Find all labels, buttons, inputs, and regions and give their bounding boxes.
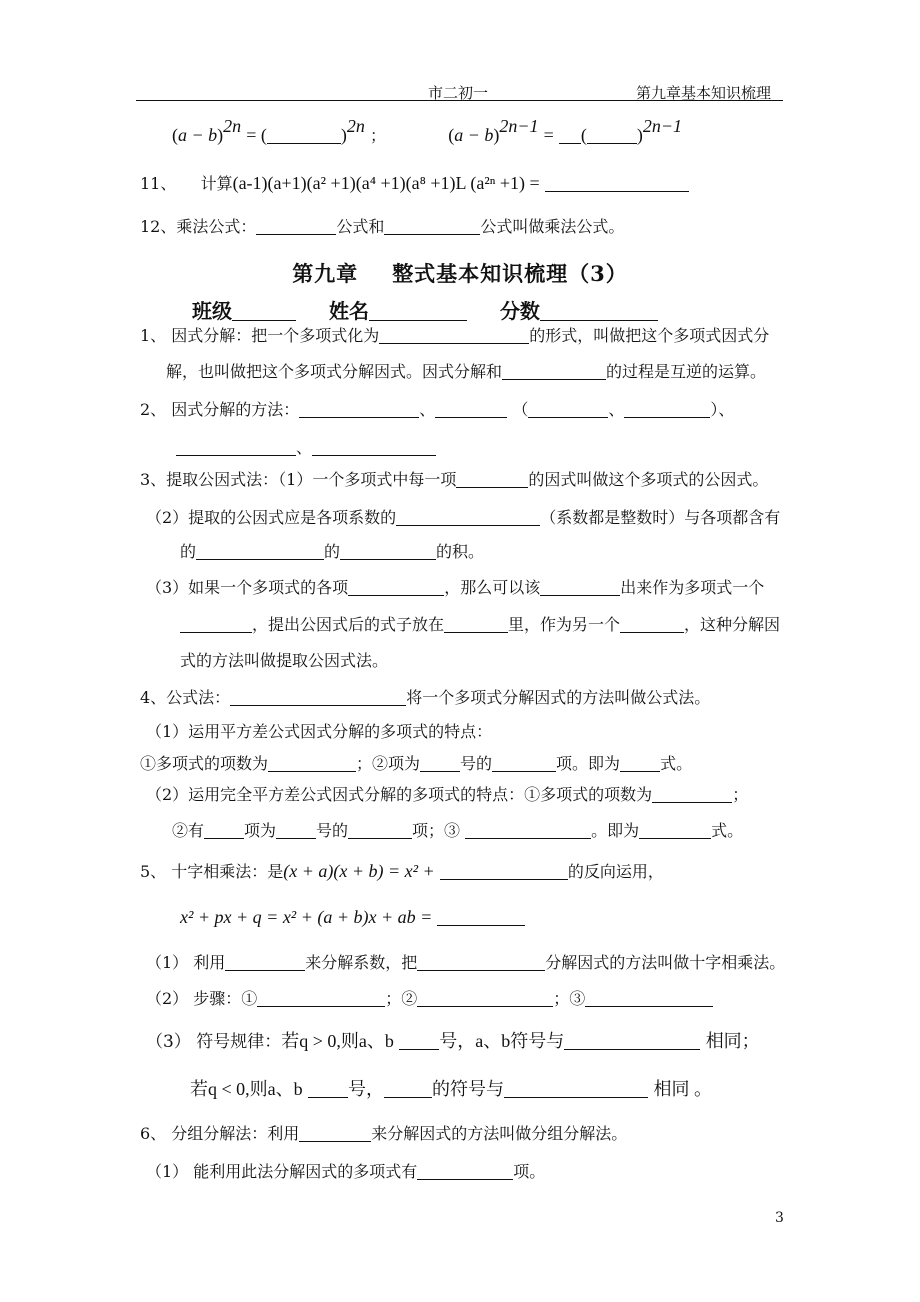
s4-text-3a: ①多项式的项数为 — [140, 754, 269, 773]
s4-blank-1[interactable] — [230, 689, 406, 706]
q11-prefix: 计算 — [200, 174, 233, 193]
s5-text-4c: ；③ — [553, 989, 586, 1008]
s4-text-5c: 号的 — [316, 821, 349, 840]
s3-line-4 — [146, 577, 764, 599]
q11-answer-blank[interactable] — [545, 175, 689, 192]
s4-text-5e: 。即为 — [591, 821, 640, 840]
s2-sep-2: 、 — [608, 400, 625, 419]
s1-blank-1[interactable] — [379, 327, 529, 344]
name-label: 姓名 — [328, 299, 369, 323]
score-blank[interactable] — [540, 302, 658, 321]
s3-text-5b: 里，作为另一个 — [508, 615, 621, 634]
q12-text-b: 公式和 — [336, 217, 385, 236]
student-fields — [192, 295, 684, 324]
s2-blank-6[interactable] — [312, 439, 436, 456]
q11-expression: (a-1)(a+1)(a² +1)(a⁴ +1)(a⁸ +1)L (a²ⁿ +1) = — [232, 173, 540, 193]
s3-text-4b: ，那么可以该 — [444, 578, 541, 597]
s4-line-4 — [146, 784, 748, 806]
s4-text-5d: 项；③ — [412, 821, 461, 840]
s6-text-2b: 项。 — [513, 1162, 546, 1181]
s4-line-5 — [172, 820, 743, 842]
s6-text-2a: （1） 能利用此法分解因式的多项式有 — [146, 1162, 418, 1181]
s5-blank-12[interactable] — [504, 1081, 648, 1098]
s6-line-1 — [140, 1123, 627, 1145]
s3-blank-6[interactable] — [540, 579, 620, 596]
s5-blank-7[interactable] — [585, 990, 713, 1007]
s4-blank-8[interactable] — [276, 822, 316, 839]
formula-1-lhs: a − b — [178, 125, 218, 145]
s3-blank-7[interactable] — [180, 616, 252, 633]
s3-line-5 — [180, 614, 780, 636]
s3-line-1 — [140, 469, 768, 491]
s5-blank-10[interactable] — [308, 1081, 348, 1098]
s4-line-3 — [140, 753, 692, 775]
s5-line-6 — [190, 1078, 712, 1101]
s2-sep-3: 、 — [296, 438, 313, 457]
s3-blank-1[interactable] — [456, 471, 528, 488]
s3-blank-9[interactable] — [620, 616, 684, 633]
s2-line-2 — [176, 437, 436, 459]
class-label: 班级 — [192, 299, 232, 323]
s4-blank-9[interactable] — [348, 822, 412, 839]
s2-paren-open: （ — [512, 400, 529, 419]
s2-blank-2[interactable] — [435, 401, 507, 418]
s5-text-5d: 相同； — [705, 1031, 760, 1051]
s5-blank-11[interactable] — [384, 1081, 432, 1098]
s3-text-1b: 的因式叫做这个多项式的公因式。 — [528, 470, 769, 489]
s5-text-5a: （3） 符号规律： — [146, 1032, 282, 1052]
formula-2-exp: 2n−1 — [499, 116, 539, 136]
s5-text-6b: 号， — [348, 1079, 385, 1099]
s4-blank-4[interactable] — [492, 755, 556, 772]
s4-text-1a: 4、公式法： — [140, 688, 231, 707]
s5-text-6d: 相同 。 — [653, 1079, 712, 1099]
s3-text-2a: （2）提取的公因式应是各项系数的 — [146, 508, 397, 527]
s3-line-3 — [180, 541, 484, 563]
page-number: 3 — [775, 1210, 784, 1226]
name-blank[interactable] — [369, 302, 467, 321]
s5-text-6c: 的符号与 — [432, 1079, 505, 1099]
s3-text-1a: 3、提取公因式法：（1）一个多项式中每一项 — [140, 470, 457, 489]
s3-blank-4[interactable] — [340, 543, 436, 560]
s5-blank-3[interactable] — [225, 954, 305, 971]
question-12 — [140, 216, 624, 238]
s4-text-3c: 号的 — [460, 754, 493, 773]
s5-text-1a: 5、 十字相乘法：是 — [140, 862, 284, 881]
s4-blank-11[interactable] — [639, 822, 711, 839]
s4-blank-3[interactable] — [420, 755, 460, 772]
s4-blank-10[interactable] — [465, 822, 591, 839]
s4-text-4b: ； — [732, 785, 749, 804]
formula-row: $(a - b)^{2n}$ = ( )$^{2n}$ ； $(a - b)^{2n-1}$ = ( )$^{2n-1}$ — [172, 116, 683, 145]
s3-blank-8[interactable] — [444, 616, 508, 633]
s2-blank-5[interactable] — [176, 439, 296, 456]
section-title — [0, 258, 920, 288]
s4-blank-6[interactable] — [652, 786, 732, 803]
formula-sep: ； — [370, 126, 387, 145]
q11-label: 11、 — [140, 174, 177, 193]
s4-line-1 — [140, 687, 710, 709]
s2-paren-close: ）、 — [710, 400, 735, 419]
s2-blank-3[interactable] — [528, 401, 608, 418]
s1-text-d: 的过程是互逆的运算。 — [606, 362, 767, 381]
s1-text-b: 的形式，叫做把这个多项式因式分 — [529, 326, 770, 345]
q12-text-c: 公式叫做乘法公式。 — [480, 217, 625, 236]
class-blank[interactable] — [232, 302, 296, 321]
s3-text-4c: 出来作为多项式一个 — [620, 578, 765, 597]
s5-blank-2[interactable] — [437, 909, 525, 926]
q12-blank-1[interactable] — [256, 218, 336, 235]
title-subject: 整式基本知识梳理（3） — [392, 261, 628, 286]
s2-sep-1: 、 — [419, 400, 436, 419]
s2-blank-1[interactable] — [299, 401, 419, 418]
formula-2-blank-b[interactable] — [587, 127, 637, 144]
question-11 — [140, 172, 689, 195]
s5-expression-1: (x + a)(x + b) = x² + — [283, 861, 435, 881]
s6-blank-2[interactable] — [417, 1163, 513, 1180]
s3-text-6: 式的方法叫做提取公因式法。 — [180, 651, 389, 670]
s6-blank-1[interactable] — [299, 1125, 371, 1142]
s3-text-3c: 的积。 — [436, 542, 485, 561]
s3-text-2b: （系数都是整数时）与各项都含有 — [540, 508, 781, 527]
s5-line-4 — [146, 988, 713, 1010]
q12-text-a: 12、乘法公式： — [140, 217, 257, 236]
s5-expression-2: x² + px + q = x² + (a + b)x + ab = — [180, 907, 433, 927]
s4-text-3e: 式。 — [660, 754, 693, 773]
s5-text-6a: 若q < 0,则a、b — [190, 1079, 303, 1099]
s5-blank-8[interactable] — [399, 1033, 439, 1050]
s1-line-1 — [140, 325, 769, 347]
s3-blank-5[interactable] — [348, 579, 444, 596]
s5-blank-5[interactable] — [257, 990, 385, 1007]
s2-label: 2、 因式分解的方法： — [140, 400, 300, 419]
s5-line-1 — [140, 860, 664, 883]
formula-2-blank-a[interactable] — [559, 127, 581, 144]
s5-line-2 — [180, 906, 525, 929]
formula-1-blank[interactable] — [267, 127, 341, 144]
s5-text-3a: （1） 利用 — [146, 953, 226, 972]
s5-blank-6[interactable] — [417, 990, 553, 1007]
s5-line-5 — [146, 1030, 760, 1053]
s5-blank-4[interactable] — [417, 954, 545, 971]
s5-text-4a: （2） 步骤：① — [146, 989, 258, 1008]
s4-blank-2[interactable] — [268, 755, 356, 772]
s2-blank-4[interactable] — [624, 401, 710, 418]
s4-text-5a: ②有 — [172, 821, 205, 840]
header-left-text: 市二初一 — [428, 84, 489, 102]
s4-text-2: （1）运用平方差公式因式分解的多项式的特点： — [146, 722, 493, 741]
q12-blank-2[interactable] — [384, 218, 480, 235]
s5-text-5c: 号，a、b符号与 — [439, 1031, 565, 1051]
s4-text-4a: （2）运用完全平方差公式因式分解的多项式的特点：①多项式的项数为 — [146, 785, 653, 804]
s3-text-4a: （3）如果一个多项式的各项 — [146, 578, 349, 597]
formula-2-rhs-exp: 2n−1 — [642, 116, 683, 136]
s4-text-5b: 项为 — [244, 821, 277, 840]
s5-text-5b: 若q > 0,则a、b — [281, 1031, 394, 1051]
score-label: 分数 — [499, 299, 540, 323]
s4-line-2 — [146, 721, 492, 743]
s3-line-6 — [180, 650, 388, 672]
s5-blank-1[interactable] — [440, 863, 568, 880]
formula-1-rhs-exp: 2n — [346, 116, 365, 136]
s3-line-2 — [146, 507, 780, 529]
s3-text-3b: 的 — [324, 542, 341, 561]
s5-text-1b: 的反向运用， — [567, 862, 664, 881]
s3-text-3a: 的 — [180, 542, 197, 561]
s1-line-2 — [166, 361, 766, 383]
s1-text-c: 解，也叫做把这个多项式分解因式。因式分解和 — [166, 362, 503, 381]
s3-text-5c: ，这种分解因 — [684, 615, 781, 634]
s4-text-3d: 项。即为 — [556, 754, 621, 773]
s4-text-5f: 式。 — [711, 821, 744, 840]
s5-text-3c: 分解因式的方法叫做十字相乘法。 — [545, 953, 786, 972]
s6-line-2 — [146, 1161, 545, 1183]
s4-blank-7[interactable] — [204, 822, 244, 839]
formula-2-lhs: a − b — [454, 125, 494, 145]
s3-text-5a: ，提出公因式后的式子放在 — [252, 615, 445, 634]
s4-blank-5[interactable] — [620, 755, 660, 772]
s5-blank-9[interactable] — [564, 1033, 700, 1050]
s2-line-1 — [140, 399, 734, 421]
s5-line-3 — [146, 952, 785, 974]
s4-text-1b: 将一个多项式分解因式的方法叫做公式法。 — [406, 688, 711, 707]
title-chapter: 第九章 — [292, 261, 359, 286]
s6-text-1b: 来分解因式的方法叫做分组分解法。 — [371, 1124, 628, 1143]
s1-text-a: 1、 因式分解：把一个多项式化为 — [140, 326, 380, 345]
formula-1-exp: 2n — [223, 116, 242, 136]
s4-text-3b: ；②项为 — [356, 754, 421, 773]
s5-text-4b: ；② — [385, 989, 418, 1008]
s3-blank-3[interactable] — [196, 543, 324, 560]
s3-blank-2[interactable] — [396, 509, 540, 526]
s5-text-3b: 来分解系数，把 — [305, 953, 418, 972]
s1-blank-2[interactable] — [502, 363, 606, 380]
header-rule — [136, 100, 783, 101]
header-right-text: 第九章基本知识梳理 — [636, 84, 772, 102]
s6-text-1a: 6、 分组分解法：利用 — [140, 1124, 300, 1143]
